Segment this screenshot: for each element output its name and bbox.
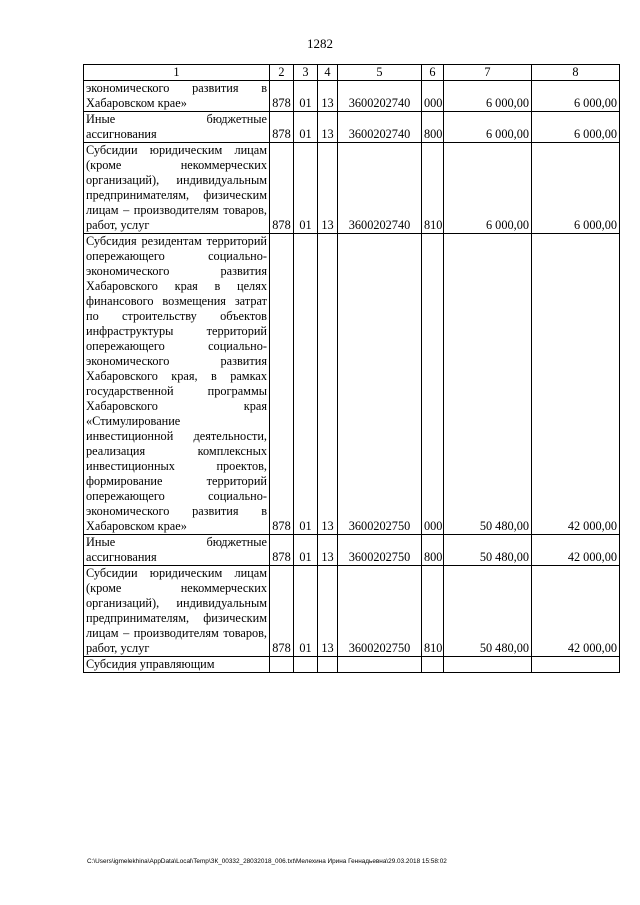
column-header: 1: [84, 65, 270, 81]
cell-empty: [422, 657, 444, 673]
row-description-line: организаций),: [86, 596, 160, 610]
row-description-line: Субсидия управляющим: [86, 657, 215, 671]
column-header: 4: [318, 65, 338, 81]
row-description: [84, 81, 270, 112]
row-description-line: производителям товаров,: [133, 203, 267, 217]
cell-expense-type: 000: [422, 81, 444, 112]
cell-sub: 13: [318, 112, 338, 143]
cell-sub: 13: [318, 81, 338, 112]
cell-expense-type: 000: [422, 234, 444, 535]
cell-amount-2019: 6 000,00: [444, 81, 532, 112]
cell-amount-2020: 42 000,00: [532, 234, 620, 535]
cell-pr: 01: [294, 143, 318, 234]
cell-target-code: 3600202740: [338, 143, 422, 234]
column-header: 3: [294, 65, 318, 81]
cell-amount-2019: 50 480,00: [444, 234, 532, 535]
row-description-line: Субсидии юридическим: [86, 143, 223, 157]
cell-amount-2020: 42 000,00: [532, 535, 620, 566]
row-description-line: Иные бюджетные: [86, 112, 267, 126]
row-description-line: ассигнования: [86, 550, 157, 564]
table-row: [84, 81, 620, 112]
row-description-line: территорий опережающего: [86, 234, 267, 263]
cell-amount-2019: 6 000,00: [444, 143, 532, 234]
row-description-line: инфраструктуры территорий: [86, 324, 267, 338]
cell-rz: 878: [270, 234, 294, 535]
column-header: 6: [422, 65, 444, 81]
row-description-line: Субсидия резидентам: [86, 234, 202, 248]
cell-target-code: 3600202740: [338, 112, 422, 143]
cell-sub: 13: [318, 535, 338, 566]
row-description-line: экономического развития: [86, 354, 267, 368]
row-description: [84, 143, 270, 234]
table-row: [84, 143, 620, 234]
row-description-line: Хабаровского края, в рамках: [86, 369, 267, 383]
cell-rz: 878: [270, 143, 294, 234]
row-description-line: работ, услуг: [86, 641, 150, 655]
cell-rz: 878: [270, 535, 294, 566]
row-description-line: инвестиционных проектов,: [86, 459, 267, 473]
cell-rz: 878: [270, 81, 294, 112]
cell-amount-2020: 6 000,00: [532, 81, 620, 112]
table-row: [84, 112, 620, 143]
row-description-line: Хабаровском крае»: [86, 519, 187, 533]
row-description-line: предпринимателям,: [86, 611, 190, 625]
row-description-line: строительству объектов: [122, 309, 267, 323]
cell-pr: 01: [294, 81, 318, 112]
table-row: [84, 566, 620, 657]
row-description-line: государственной программы: [86, 384, 267, 398]
cell-rz: 878: [270, 566, 294, 657]
cell-amount-2019: 6 000,00: [444, 112, 532, 143]
row-description-line: экономического развития в: [86, 504, 267, 518]
budget-table: [83, 64, 620, 673]
row-description-line: предпринимателям,: [86, 188, 190, 202]
table-row: [84, 535, 620, 566]
row-description-line: работ, услуг: [86, 218, 150, 232]
row-description-line: физическим лицам –: [86, 188, 267, 217]
cell-target-code: 3600202750: [338, 535, 422, 566]
cell-amount-2019: 50 480,00: [444, 566, 532, 657]
row-description-line: инвестиционной: [86, 429, 174, 443]
row-description-line: Субсидии юридическим: [86, 566, 223, 580]
cell-expense-type: 810: [422, 566, 444, 657]
cell-target-code: 3600202750: [338, 234, 422, 535]
row-description-line: опережающего социально-: [86, 489, 267, 503]
column-header: 8: [532, 65, 620, 81]
cell-empty: [270, 657, 294, 673]
cell-amount-2019: 50 480,00: [444, 535, 532, 566]
cell-target-code: 3600202750: [338, 566, 422, 657]
row-description-line: Иные бюджетные: [86, 535, 267, 549]
column-header: 5: [338, 65, 422, 81]
row-description-line: лицам (кроме: [86, 566, 268, 595]
table-row-truncated: [84, 657, 620, 673]
cell-empty: [532, 657, 620, 673]
row-description-line: формирование территорий: [86, 474, 267, 488]
cell-expense-type: 800: [422, 535, 444, 566]
column-header: 7: [444, 65, 532, 81]
table-row: [84, 234, 620, 535]
column-header: 2: [270, 65, 294, 81]
cell-expense-type: 810: [422, 143, 444, 234]
row-description-line: «Стимулирование: [86, 414, 181, 428]
row-description: [84, 234, 270, 535]
row-description-line: экономического развития в: [86, 81, 267, 95]
row-description-line: социально-экономического: [86, 249, 267, 278]
row-description-line: ассигнования: [86, 127, 157, 141]
row-description: [84, 657, 270, 673]
row-description-line: Хабаровского края: [86, 399, 267, 413]
row-description-line: организаций),: [86, 173, 160, 187]
cell-empty: [444, 657, 532, 673]
row-description: [84, 112, 270, 143]
row-description-line: индивидуальным: [176, 596, 267, 610]
cell-amount-2020: 42 000,00: [532, 566, 620, 657]
footer-file-path: C:\Users\igmelekhina\AppData\Local\Temp\ЗК_00332_28032018_006.txt\Мелехина Ирина Геннадьевна\29.03.2018 15:58:02: [87, 858, 447, 865]
row-description: [84, 535, 270, 566]
row-description-line: комплексных: [197, 444, 267, 458]
page-number: 1282: [307, 36, 333, 51]
row-description-line: некоммерческих: [180, 158, 267, 172]
cell-empty: [338, 657, 422, 673]
cell-amount-2020: 6 000,00: [532, 112, 620, 143]
row-description-line: возмещения затрат по: [86, 294, 267, 323]
row-description-line: некоммерческих: [180, 581, 267, 595]
cell-target-code: 3600202740: [338, 81, 422, 112]
row-description-line: опережающего социально-: [86, 339, 267, 353]
cell-rz: 878: [270, 112, 294, 143]
row-description-line: целях финансового: [86, 279, 267, 308]
table-body: [84, 81, 620, 673]
cell-sub: 13: [318, 234, 338, 535]
row-description-line: развития Хабаровского края в: [86, 264, 267, 293]
cell-pr: 01: [294, 112, 318, 143]
row-description-line: лицам (кроме: [86, 143, 268, 172]
cell-expense-type: 800: [422, 112, 444, 143]
cell-empty: [294, 657, 318, 673]
row-description: [84, 566, 270, 657]
cell-sub: 13: [318, 566, 338, 657]
cell-amount-2020: 6 000,00: [532, 143, 620, 234]
row-description-line: Хабаровском крае»: [86, 96, 187, 110]
cell-pr: 01: [294, 535, 318, 566]
cell-pr: 01: [294, 566, 318, 657]
cell-pr: 01: [294, 234, 318, 535]
cell-empty: [318, 657, 338, 673]
row-description-line: физическим лицам –: [86, 611, 267, 640]
row-description-line: деятельности, реализация: [86, 429, 267, 458]
row-description-line: производителям товаров,: [133, 626, 267, 640]
cell-sub: 13: [318, 143, 338, 234]
row-description-line: индивидуальным: [176, 173, 267, 187]
header-row: [84, 65, 620, 81]
